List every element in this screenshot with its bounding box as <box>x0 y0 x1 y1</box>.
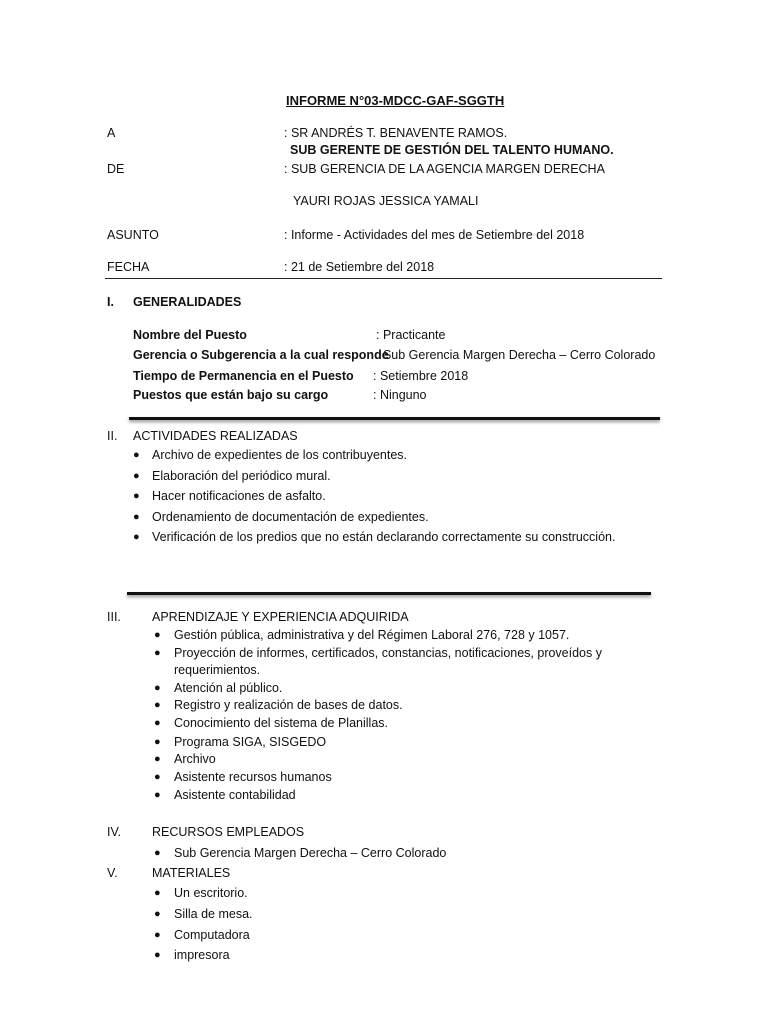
list-item: Archivo <box>174 752 216 766</box>
section1-row-label: Gerencia o Subgerencia a la cual responde <box>133 348 389 362</box>
list-item: Verificación de los predios que no están declarando correctamente su construcción. <box>152 530 616 544</box>
list-item: Elaboración del periódico mural. <box>152 469 331 483</box>
list-item: Silla de mesa. <box>174 907 253 921</box>
section1-row-label: Nombre del Puesto <box>133 328 247 342</box>
header-asunto-label: ASUNTO <box>107 228 159 242</box>
list-item: Sub Gerencia Margen Derecha – Cerro Colorado <box>174 846 447 860</box>
bullet-icon: ● <box>154 647 161 659</box>
section2-number: II. <box>107 429 118 443</box>
bullet-icon: ● <box>154 629 161 641</box>
bullet-icon: ● <box>154 887 161 899</box>
section1-row-value: : Setiembre 2018 <box>373 369 469 383</box>
list-item: Proyección de informes, certificados, constancias, notificaciones, proveídos y <box>174 646 602 660</box>
section1-number: I. <box>107 295 114 309</box>
section4-title: RECURSOS EMPLEADOS <box>152 825 305 839</box>
section1-row-value: : Sub Gerencia Margen Derecha – Cerro Colorado <box>376 348 656 362</box>
bullet-icon: ● <box>154 753 161 765</box>
bullet-icon: ● <box>154 847 161 859</box>
list-item: Computadora <box>174 928 250 942</box>
bullet-icon: ● <box>133 449 140 461</box>
bullet-icon: ● <box>133 531 140 543</box>
section1-row-value: : Practicante <box>376 328 446 342</box>
section-divider <box>127 592 651 595</box>
list-item: Programa SIGA, SISGEDO <box>174 735 327 749</box>
bullet-icon: ● <box>154 699 161 711</box>
section1-row-label: Puestos que están bajo su cargo <box>133 388 329 402</box>
bullet-icon: ● <box>154 908 161 920</box>
section-divider <box>129 417 660 420</box>
section5-number: V. <box>107 866 118 880</box>
bullet-icon: ● <box>154 717 161 729</box>
bullet-icon: ● <box>133 490 140 502</box>
header-a-value: : SR ANDRÉS T. BENAVENTE RAMOS. <box>284 126 508 140</box>
document-title: INFORME N°03-MDCC-GAF-SGGTH <box>286 93 505 108</box>
list-item-continuation: requerimientos. <box>174 663 261 677</box>
section1-title: GENERALIDADES <box>133 295 242 309</box>
list-item: Archivo de expedientes de los contribuyentes. <box>152 448 408 462</box>
section5-title: MATERIALES <box>152 866 231 880</box>
header-fecha-label: FECHA <box>107 260 150 274</box>
header-divider <box>105 278 662 279</box>
list-item: Atención al público. <box>174 681 283 695</box>
section1-row-label: Tiempo de Permanencia en el Puesto <box>133 369 354 383</box>
section3-number: III. <box>107 610 121 624</box>
bullet-icon: ● <box>154 929 161 941</box>
list-item: Conocimiento del sistema de Planillas. <box>174 716 388 730</box>
bullet-icon: ● <box>133 470 140 482</box>
bullet-icon: ● <box>154 789 161 801</box>
section4-number: IV. <box>107 825 122 839</box>
list-item: Un escritorio. <box>174 886 248 900</box>
list-item: Registro y realización de bases de datos. <box>174 698 403 712</box>
list-item: Hacer notificaciones de asfalto. <box>152 489 326 503</box>
list-item: impresora <box>174 948 230 962</box>
bullet-icon: ● <box>154 771 161 783</box>
list-item: Gestión pública, administrativa y del Régimen Laboral 276, 728 y 1057. <box>174 628 570 642</box>
list-item: Asistente recursos humanos <box>174 770 332 784</box>
header-de-value: : SUB GERENCIA DE LA AGENCIA MARGEN DERECHA <box>284 162 605 176</box>
bullet-icon: ● <box>154 949 161 961</box>
bullet-icon: ● <box>133 511 140 523</box>
bullet-icon: ● <box>154 682 161 694</box>
header-a-label: A <box>107 126 116 140</box>
section3-title: APRENDIZAJE Y EXPERIENCIA ADQUIRIDA <box>152 610 409 624</box>
header-de-label: DE <box>107 162 125 176</box>
header-fecha-value: : 21 de Setiembre del 2018 <box>284 260 435 274</box>
list-item: Asistente contabilidad <box>174 788 296 802</box>
bullet-icon: ● <box>154 736 161 748</box>
header-a-role: SUB GERENTE DE GESTIÓN DEL TALENTO HUMANO. <box>290 143 614 157</box>
section1-row-value: : Ninguno <box>373 388 427 402</box>
list-item: Ordenamiento de documentación de expedientes. <box>152 510 429 524</box>
section2-title: ACTIVIDADES REALIZADAS <box>133 429 298 443</box>
header-de-name: YAURI ROJAS JESSICA YAMALI <box>293 194 479 208</box>
header-asunto-value: : Informe - Actividades del mes de Setiembre del 2018 <box>284 228 585 242</box>
